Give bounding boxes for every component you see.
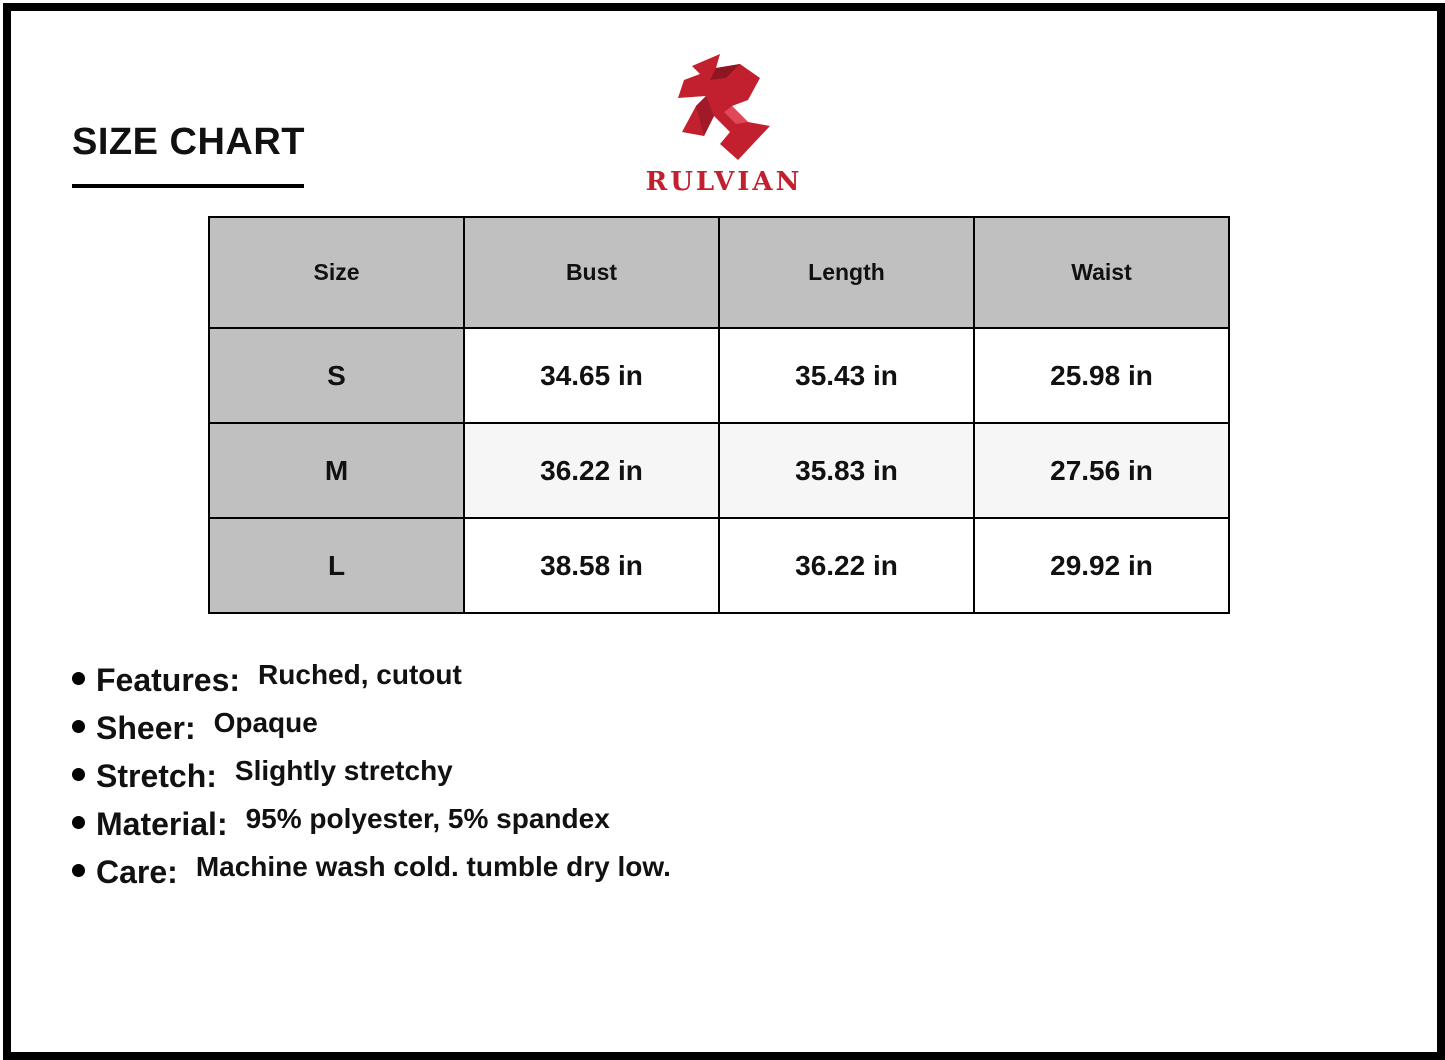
spec-label: Material: [96,805,228,842]
brand-logo [624,52,824,202]
spec-label: Care: [96,853,178,890]
size-table [208,216,1230,614]
size-cell: M [209,423,464,518]
spec-sheer [72,704,671,752]
spec-value: Machine wash cold. tumble dry low. [195,851,671,882]
size-cell: S [209,328,464,423]
table-header-row [209,217,1229,328]
spec-label: Features: [96,661,241,698]
spec-material [72,800,671,848]
bullet-icon [72,864,85,877]
length-cell: 36.22 in [719,518,974,613]
page-title: SIZE CHART [72,121,305,163]
length-cell: 35.43 in [719,328,974,423]
table-row [209,328,1229,423]
table-row [209,423,1229,518]
spec-features [72,656,671,704]
brand-name: RULVIAN [645,167,803,197]
bust-cell: 34.65 in [464,328,719,423]
spec-label: Stretch: [96,757,217,794]
spec-value: Opaque [213,707,318,738]
size-cell: L [209,518,464,613]
table-row [209,518,1229,613]
product-specs-list [72,656,671,896]
spec-label: Sheer: [96,709,196,746]
spec-value: Slightly stretchy [234,755,453,786]
waist-cell: 27.56 in [974,423,1229,518]
bullet-icon [72,816,85,829]
header-size: Size [209,217,464,328]
waist-cell: 25.98 in [974,328,1229,423]
spec-stretch [72,752,671,800]
spec-care [72,848,671,896]
spec-value: Ruched, cutout [258,659,462,690]
bullet-icon [72,672,85,685]
header-length: Length [719,217,974,328]
length-cell: 35.83 in [719,423,974,518]
title-underline [72,184,304,188]
rulvian-r-logo-icon [676,52,772,164]
spec-value: 95% polyester, 5% spandex [245,803,610,834]
bust-cell: 38.58 in [464,518,719,613]
header-waist: Waist [974,217,1229,328]
header-bust: Bust [464,217,719,328]
waist-cell: 29.92 in [974,518,1229,613]
bullet-icon [72,768,85,781]
bust-cell: 36.22 in [464,423,719,518]
bullet-icon [72,720,85,733]
